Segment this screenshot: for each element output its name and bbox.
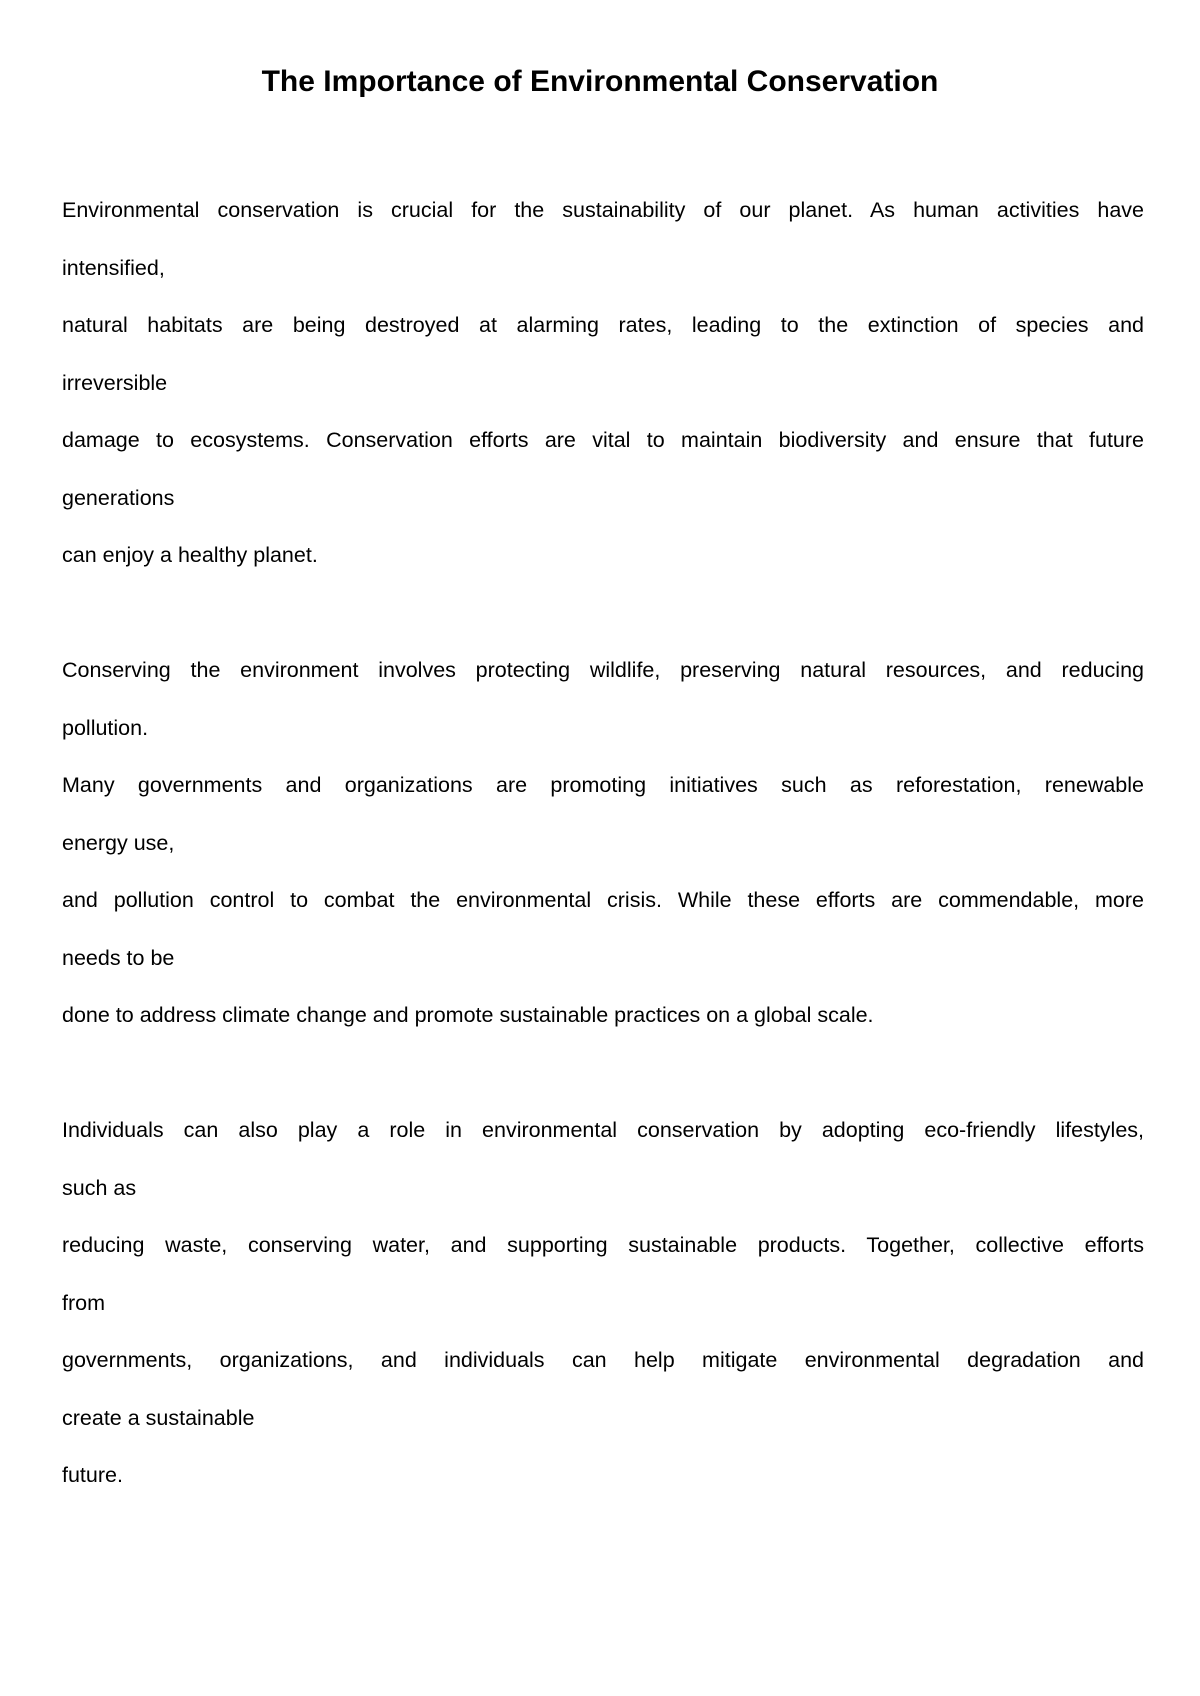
paragraph-line: needs to be	[62, 945, 175, 970]
paragraph-line: pollution.	[62, 715, 149, 740]
paragraph-line: Many governments and organizations are promoting initiatives such as reforestation, renewable	[62, 773, 1144, 797]
paragraph-line: Environmental conservation is crucial for the sustainability of our planet. As human activities have	[62, 198, 1144, 222]
document-title: The Importance of Environmental Conservation	[261, 65, 939, 98]
paragraph-line: future.	[62, 1463, 123, 1487]
paragraph-2	[62, 642, 1144, 1045]
paragraph-line: natural habitats are being destroyed at alarming rates, leading to the extinction of species and	[62, 313, 1144, 337]
paragraph-line: done to address climate change and promote sustainable practices on a global scale.	[62, 1003, 874, 1027]
paragraph-line: irreversible	[62, 370, 168, 395]
paragraph-line: damage to ecosystems. Conservation efforts are vital to maintain biodiversity and ensure that future	[62, 428, 1144, 452]
paragraph-line: reducing waste, conserving water, and supporting sustainable products. Together, collective efforts	[62, 1233, 1144, 1257]
paragraph-line: Individuals can also play a role in environmental conservation by adopting eco-friendly lifestyles,	[62, 1118, 1144, 1142]
paragraph-line: Conserving the environment involves protecting wildlife, preserving natural resources, and reducing	[62, 658, 1144, 682]
document-body	[62, 182, 1144, 1562]
paragraph-line: from	[62, 1290, 105, 1315]
paragraph-3	[62, 1102, 1144, 1505]
paragraph-line: such as	[62, 1175, 137, 1200]
paragraph-1	[62, 182, 1144, 585]
paragraph-line: energy use,	[62, 830, 175, 855]
paragraph-line: and pollution control to combat the environmental crisis. While these efforts are commendable, more	[62, 888, 1144, 912]
paragraph-line: governments, organizations, and individuals can help mitigate environmental degradation and	[62, 1348, 1144, 1372]
paragraph-line: intensified,	[62, 255, 165, 280]
paragraph-line: generations	[62, 485, 175, 510]
paragraph-line: can enjoy a healthy planet.	[62, 543, 318, 567]
paragraph-line: create a sustainable	[62, 1405, 255, 1430]
